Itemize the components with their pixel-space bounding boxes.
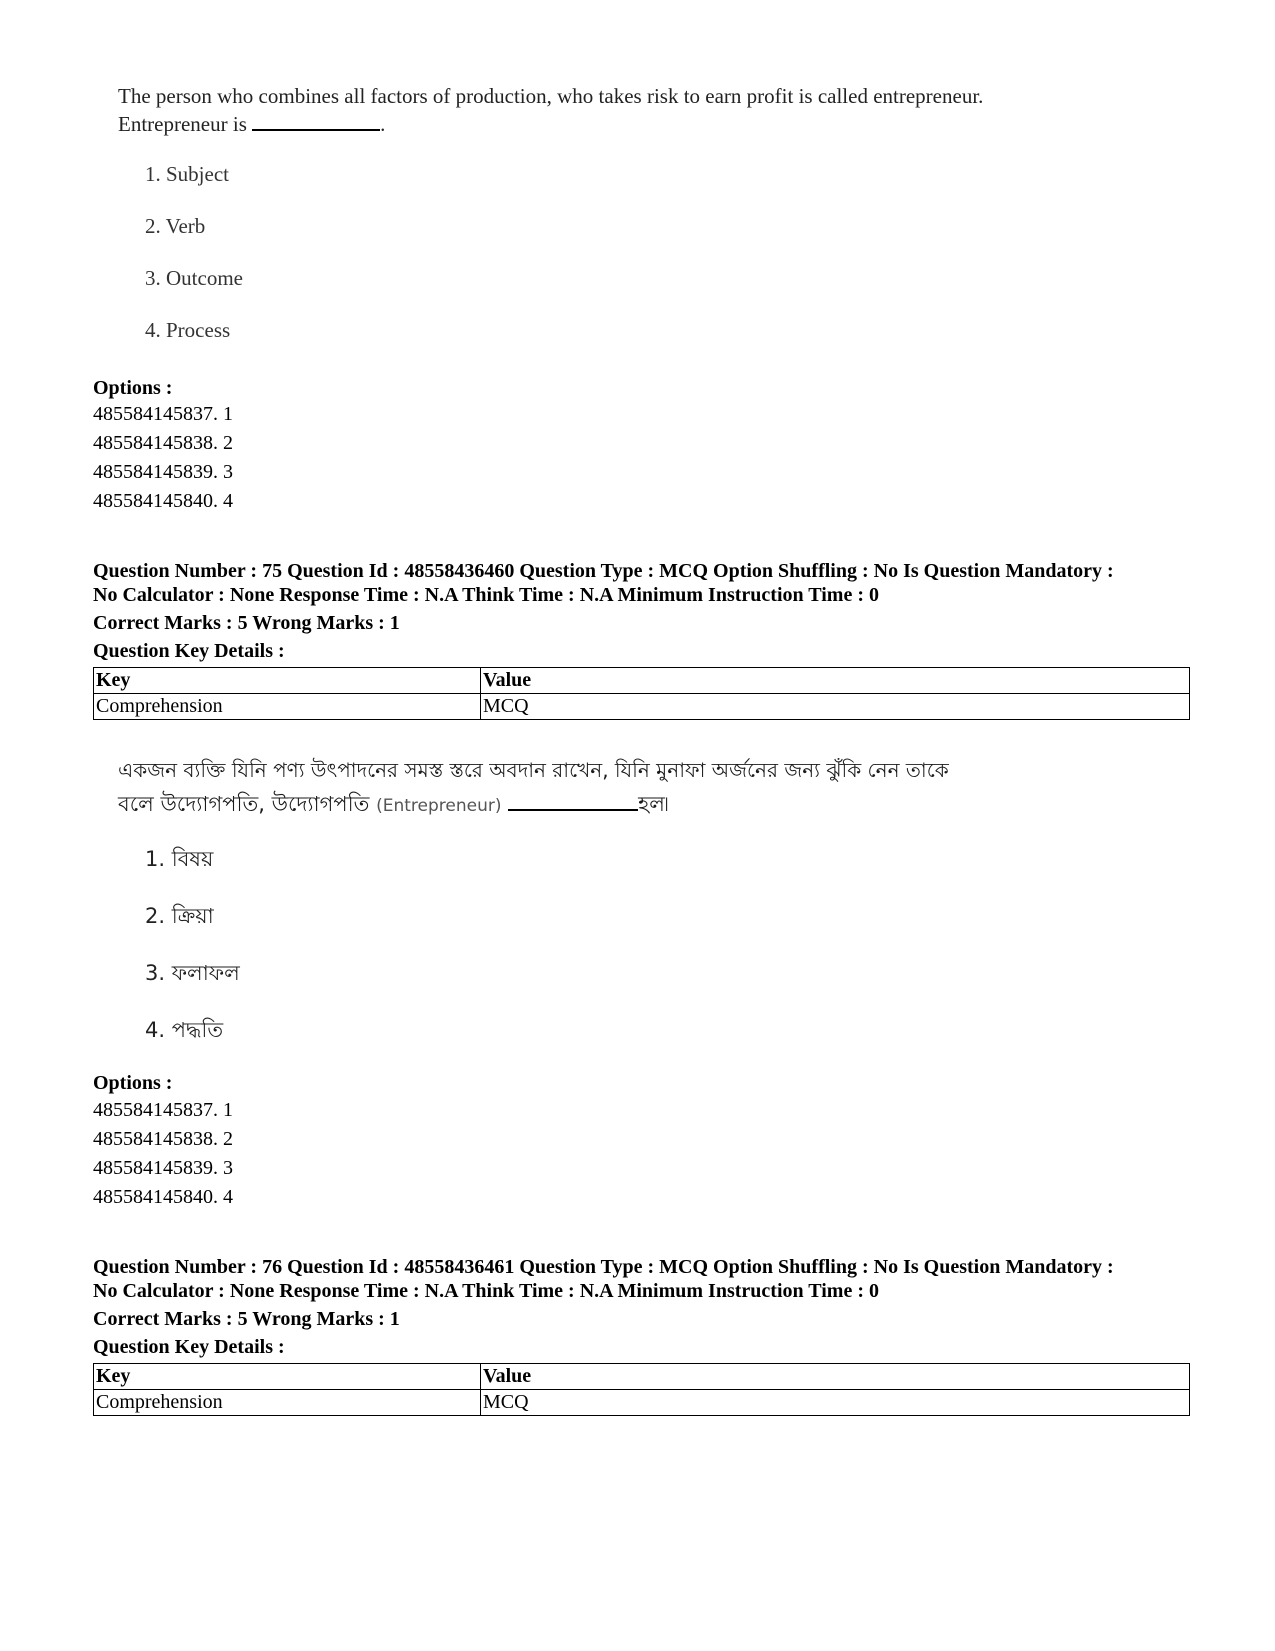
choice-2: 2. ক্রিয়া	[145, 904, 214, 928]
options-label: Options :	[93, 1072, 173, 1094]
option-item: 485584145837. 1	[93, 403, 233, 425]
option-item: 485584145837. 1	[93, 1099, 233, 1121]
question-75-key-table	[93, 667, 1190, 720]
answer-blank	[508, 791, 638, 811]
option-item: 485584145838. 2	[93, 432, 233, 454]
choice-4: 4. পদ্ধতি	[145, 1018, 224, 1042]
question-line-2: বলে উদ্যোগপতি, উদ্যোগপতি (Entrepreneur) হল৷	[118, 792, 669, 816]
choice-1: 1. বিষয়	[145, 847, 214, 871]
question-line-2: Entrepreneur is .	[118, 112, 386, 136]
table-cell-value: MCQ	[481, 1390, 1190, 1416]
table-header-row	[94, 1364, 1190, 1390]
table-row	[94, 1390, 1190, 1416]
choice-4: 4. Process	[145, 318, 231, 342]
question-75-marks: Correct Marks : 5 Wrong Marks : 1	[93, 612, 400, 634]
option-item: 485584145840. 4	[93, 490, 233, 512]
table-header-value: Value	[481, 1364, 1190, 1390]
question-76-key-details-label: Question Key Details :	[93, 1336, 285, 1358]
options-list	[93, 1096, 233, 1212]
choice-3: 3. Outcome	[145, 266, 243, 290]
question-75-key-details-label: Question Key Details :	[93, 640, 285, 662]
table-header-key: Key	[94, 668, 481, 694]
option-item: 485584145839. 3	[93, 461, 233, 483]
choice-2: 2. Verb	[145, 214, 206, 238]
question-text-bengali	[118, 753, 1238, 823]
option-item: 485584145840. 4	[93, 1186, 233, 1208]
option-item: 485584145838. 2	[93, 1128, 233, 1150]
choice-3: 3. ফলাফল	[145, 961, 240, 985]
table-cell-value: MCQ	[481, 694, 1190, 720]
options-label: Options :	[93, 377, 173, 399]
table-cell-key: Comprehension	[94, 694, 481, 720]
question-76-marks: Correct Marks : 5 Wrong Marks : 1	[93, 1308, 400, 1330]
question-76-header: Question Number : 76 Question Id : 48558436461 Question Type : MCQ Option Shuffling : No Is Question Mandatory : No Calculator : None Response Time : N.A Think Time : N.A Minimum Instruction Time : 0	[93, 1256, 1114, 1302]
choice-1: 1. Subject	[145, 162, 229, 186]
question-line-1: একজন ব্যক্তি যিনি পণ্য উৎপাদনের সমস্ত স্তরে অবদান রাখেন, যিনি মুনাফা অর্জনের জন্য ঝুঁকি নেন তাকে	[118, 758, 949, 782]
question-text-english	[118, 82, 1218, 138]
question-line-1: The person who combines all factors of production, who takes risk to earn profit is called entrepreneur.	[118, 84, 984, 108]
question-75-header: Question Number : 75 Question Id : 48558436460 Question Type : MCQ Option Shuffling : No Is Question Mandatory : No Calculator : None Response Time : N.A Think Time : N.A Minimum Instruction Time : 0	[93, 560, 1114, 606]
table-header-key: Key	[94, 1364, 481, 1390]
table-header-row	[94, 668, 1190, 694]
table-cell-key: Comprehension	[94, 1390, 481, 1416]
question-76-key-table	[93, 1363, 1190, 1416]
option-item: 485584145839. 3	[93, 1157, 233, 1179]
answer-blank	[252, 111, 380, 131]
options-list	[93, 400, 233, 516]
table-header-value: Value	[481, 668, 1190, 694]
table-row	[94, 694, 1190, 720]
